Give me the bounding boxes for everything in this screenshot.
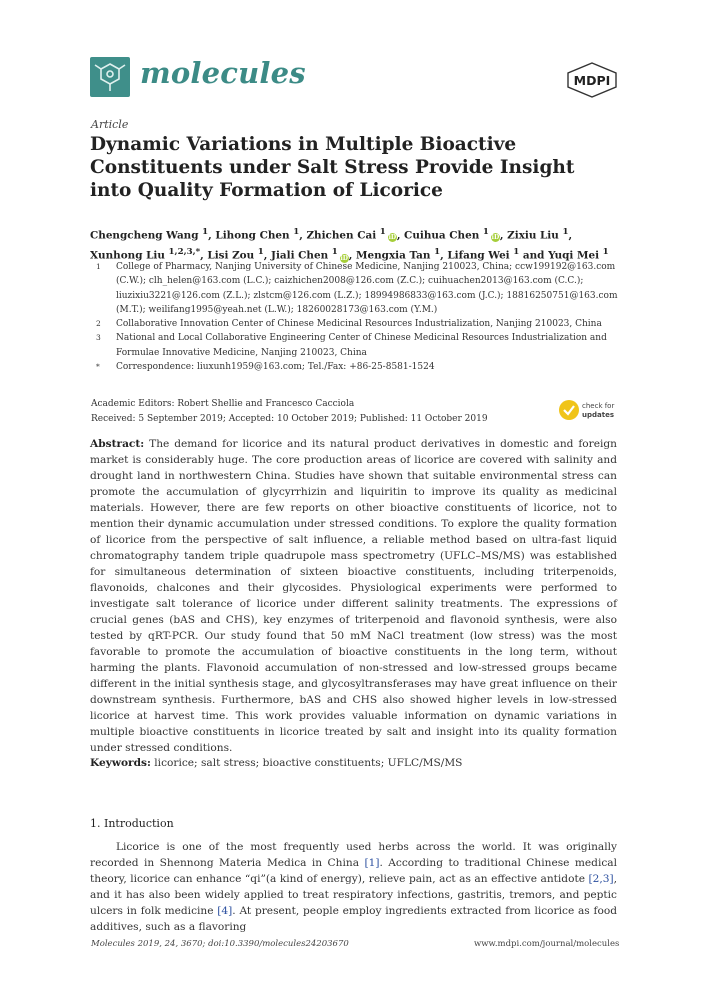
orcid-icon[interactable]: iD	[491, 234, 500, 242]
author-list	[90, 224, 620, 265]
introduction-paragraph: Licorice is one of the most frequently used herbs across the world. It was originally recorded in Shennong Materia Medica in China [1]. According to traditional Chinese medical theory, licorice can enhance “qi”(a kind of energy), relieve pain, act as an effective antidote [2,3], and it has also been widely applied to treat respiratory infections, gastritis, tremors, and peptic ulcers in folk medicine [4]. At present, people employ ingredients extracted from licorice as food additives, such as a flavoring	[90, 841, 617, 933]
academic-editors: Academic Editors: Robert Shellie and Francesco Cacciola	[91, 399, 355, 409]
keywords-label: Keywords:	[90, 757, 151, 769]
abstract-text: The demand for licorice and its natural product derivatives in domestic and foreign market is considerably huge. The core production areas of licorice are covered with salinity and drought land in northwestern China. Studies have shown that suitable environmental stress can promote the accumulation of glycyrrhizin and liquiritin to improve its quality as medicinal materials. However, there are few reports on other bioactive constituents of licorice, not to mention their dynamic accumulation under stressed conditions. To explore the quality formation of licorice from the perspective of salt influence, a reliable method based on ultra-fast liquid chromatography tandem triple quadrupole mass spectrometry (UFLC–MS/MS) was established for simultaneous determination of sixteen bioactive constituents, including triterpenoids, flavonoids, chalcones and their glycosides. Physiological experiments were performed to investigate salt tolerance of licorice under different salinity treatments. The expressions of crucial genes (bAS and CHS), key enzymes of triterpenoid and flavonoid synthesis, were also tested by qRT-PCR. Our study found that 50 mM NaCl treatment (low stress) was the most favorable to promote the accumulation of bioactive constituents in the long term, without harming the plants. Flavonoid accumulation of non-stressed and low-stressed groups became different in the initial synthesis stage, and glycosyltransferases may have great influence on their downstream synthesis. Furthermore, bAS and CHS also showed higher levels in low-stressed licorice at harvest time. This work provides valuable information on dynamic variations in multiple bioactive constituents in licorice treated by salt and insight into its quality formation under stressed conditions.	[90, 438, 617, 754]
citation-link[interactable]: [4]	[217, 905, 233, 917]
author-line-2: Xunhong Liu $^{1,2,3,*}$, Lisi Zou $^1$, Jiali Chen $^1$ iD , Mengxia Tan $^1$, Lifang Wei $^1$ and Yuqi Mei $^1$	[90, 247, 609, 262]
svg-text:updates: updates	[582, 411, 614, 419]
author-line-1: Chengcheng Wang $^1$, Lihong Chen $^1$, Zhichen Cai $^1$ iD , Cuihua Chen $^1$ iD , Zixiu Liu $^1$,	[90, 227, 573, 242]
publisher-name: MDPI	[573, 73, 611, 88]
affiliation-2: 2 Collaborative Innovation Center of Chinese Medicinal Resources Industrialization, Nanjing 210023, China	[96, 319, 602, 330]
journal-name: molecules	[140, 56, 306, 90]
footer-citation: Molecules 2019, 24, 3670; doi:10.3390/molecules24203670	[91, 939, 349, 949]
citation-link[interactable]: [1]	[364, 857, 380, 869]
orcid-icon[interactable]: iD	[388, 234, 397, 242]
citation-link[interactable]: [2,3]	[588, 873, 614, 885]
abstract-label: Abstract:	[90, 438, 145, 450]
correspondence: * Correspondence: liuxunh1959@163.com; Tel./Fax: +86-25-8581-1524	[96, 362, 435, 373]
publication-dates: Received: 5 September 2019; Accepted: 10 October 2019; Published: 11 October 2019	[91, 414, 488, 424]
keywords-text: licorice; salt stress; bioactive constituents; UFLC/MS/MS	[154, 757, 463, 769]
keywords	[90, 757, 617, 769]
affiliation-1: 1 College of Pharmacy, Nanjing University of Chinese Medicine, Nanjing 210023, China; ccw199192@163.com (C.W.); clh_helen@163.com (L.C.); caizhichen2008@126.com (Z.C.); cuihuachen2013@163.com (C.C.); liuzixiu3221@126.com (Z.L.); zlstcm@126.com (L.Z.); 18994986833@163.com (J.C.); 18816250751@163.com (M.T.); weilifang1995@yeah.net (L.W.); 18260028173@163.com (Y.M.)	[96, 262, 618, 315]
abstract	[90, 436, 617, 756]
article-type: Article	[91, 118, 129, 131]
orcid-icon[interactable]: iD	[340, 254, 349, 262]
check-updates-label: check for	[582, 402, 615, 410]
affiliations	[96, 260, 621, 374]
footer-url[interactable]: www.mdpi.com/journal/molecules	[474, 939, 620, 949]
check-for-updates-button[interactable]	[558, 398, 618, 422]
section-heading: 1. Introduction	[90, 817, 174, 830]
journal-logo-icon	[90, 57, 130, 97]
affiliation-3: 3 National and Local Collaborative Engineering Center of Chinese Medicinal Resources Industrialization and Formulae Innovative Medicine, Nanjing 210023, China	[96, 333, 607, 358]
publisher-logo-icon	[566, 62, 618, 98]
article-title: Dynamic Variations in Multiple Bioactive Constituents under Salt Stress Provide Insight into Quality Formation of Licorice	[90, 134, 575, 201]
